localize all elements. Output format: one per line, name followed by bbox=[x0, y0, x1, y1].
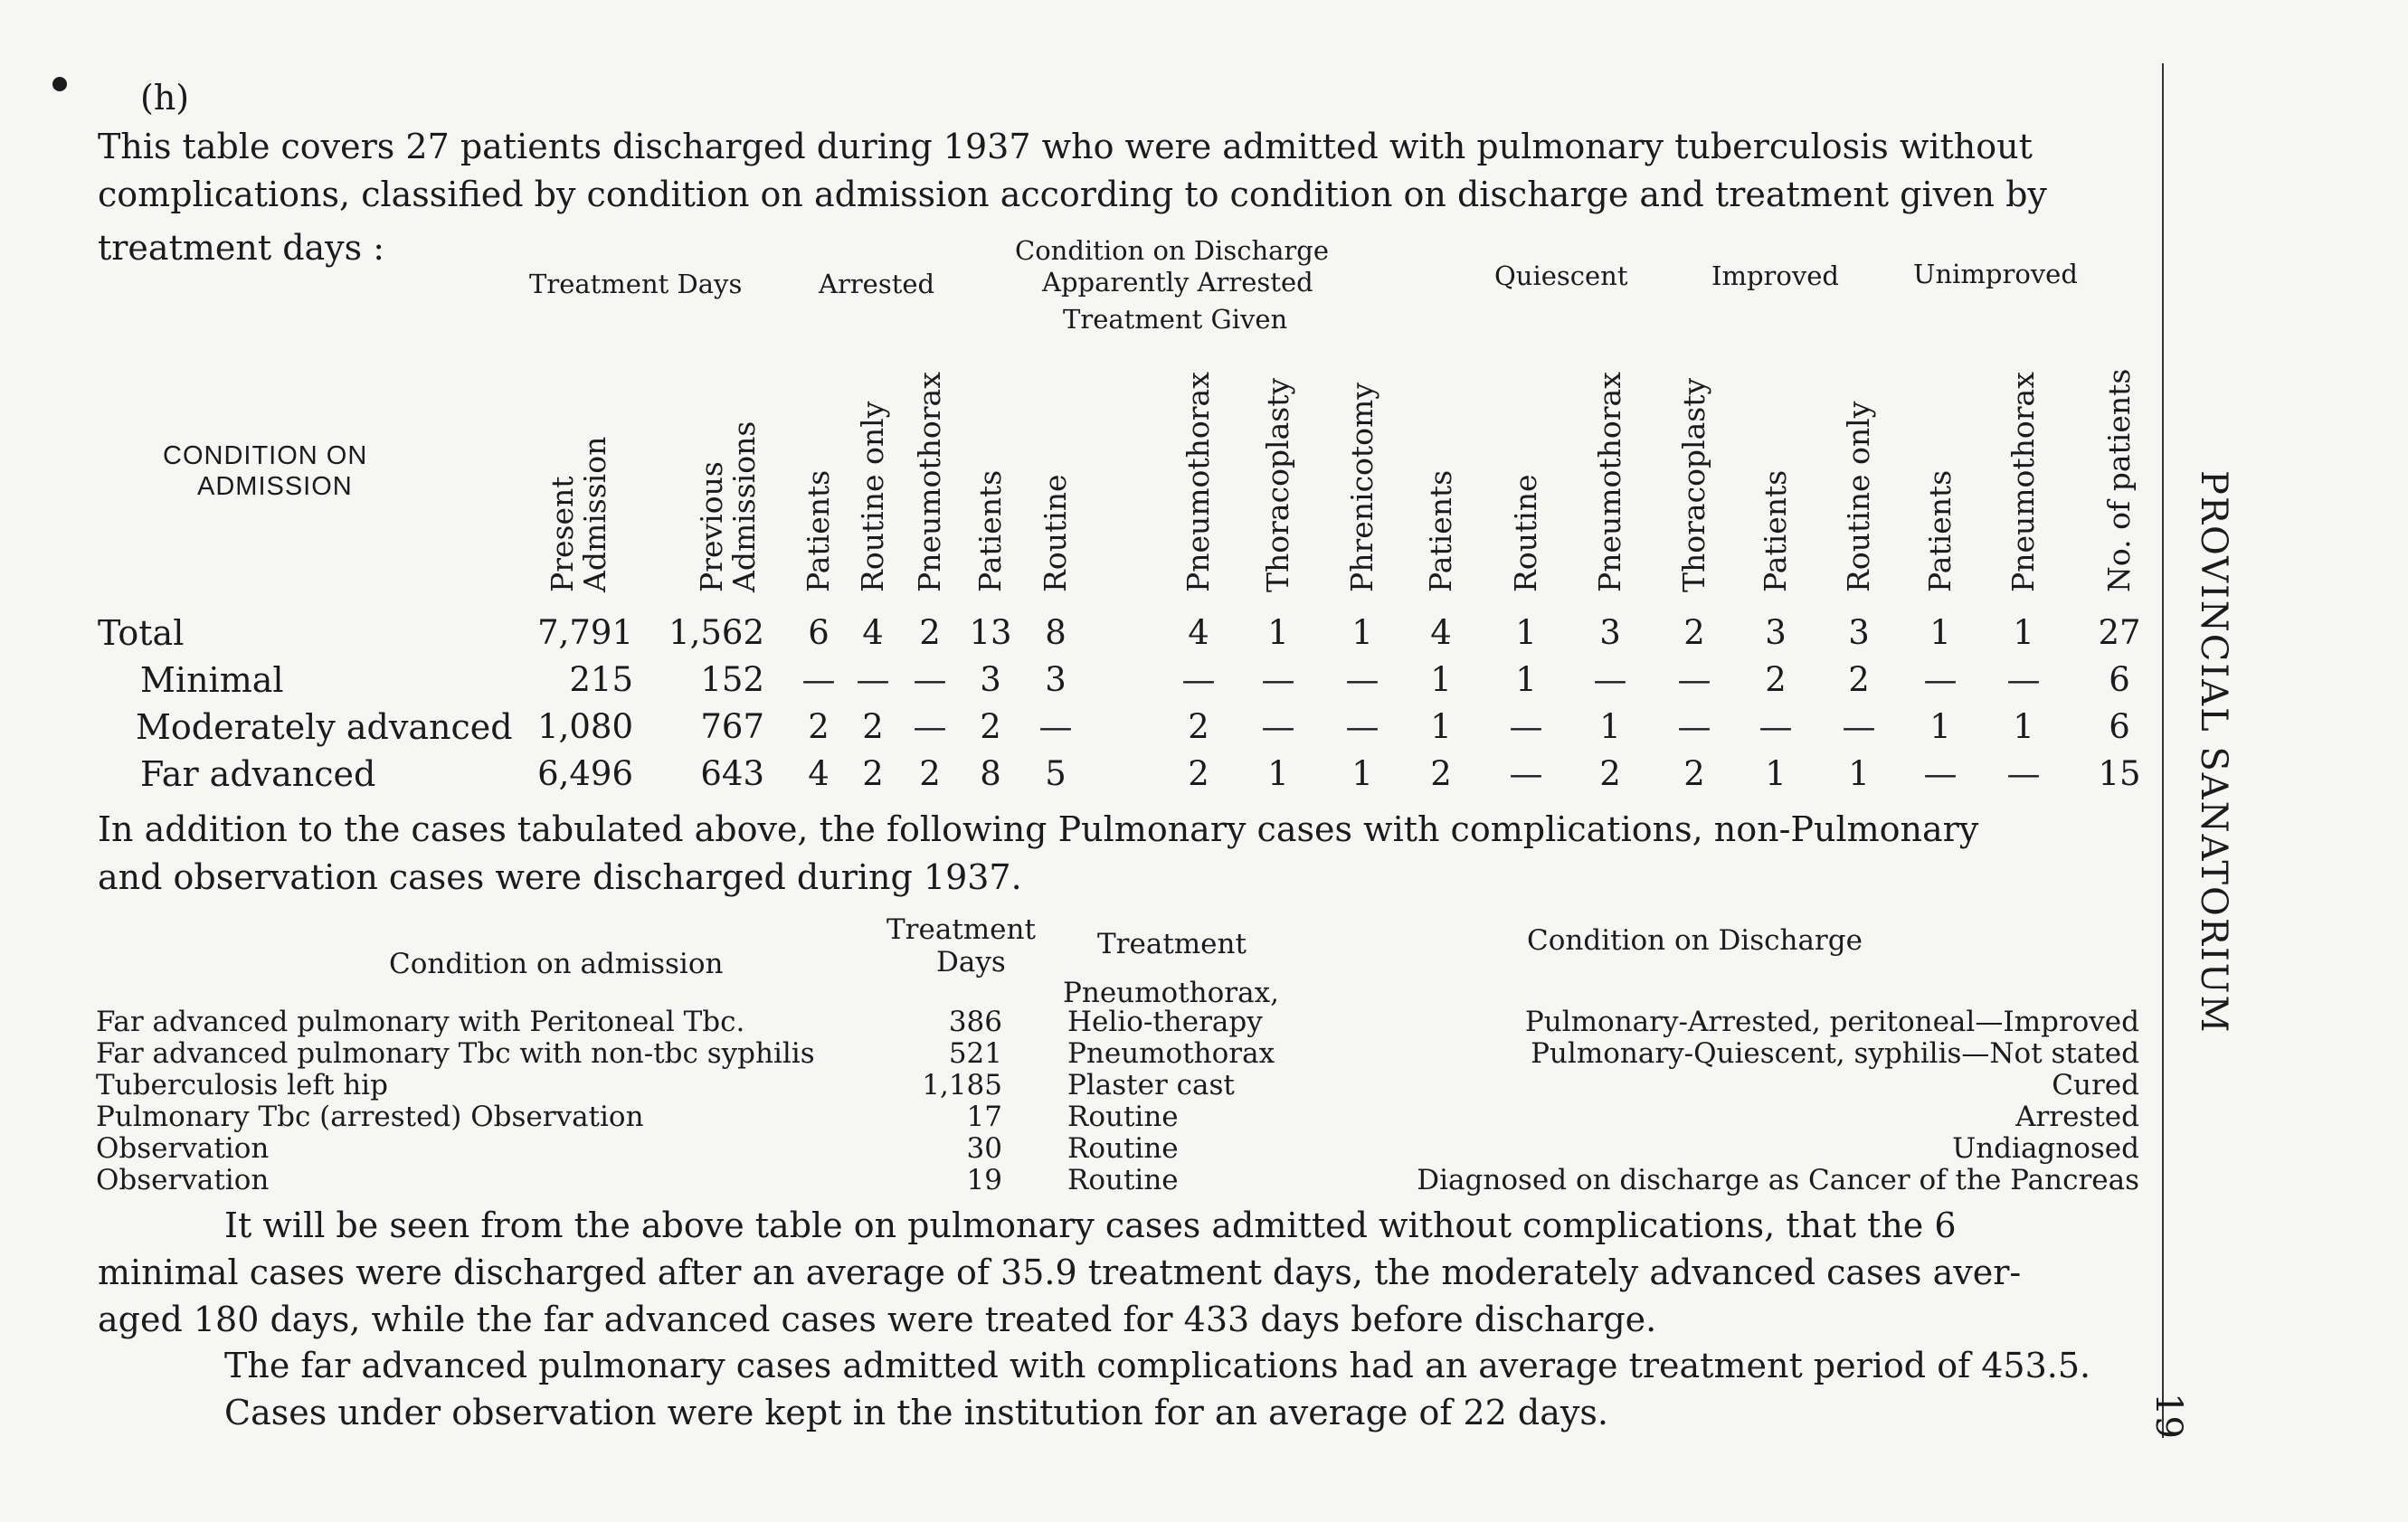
column-header-11 bbox=[1425, 470, 1457, 592]
intro-line-3: treatment days : bbox=[98, 228, 385, 268]
cell-r4-c10: 1 bbox=[1351, 754, 1373, 793]
cell-r2-c12: 1 bbox=[1515, 660, 1537, 699]
cell-r4-c8: 2 bbox=[1188, 754, 1209, 793]
column-header-17-line-1: Patients bbox=[1922, 469, 1958, 592]
cell-r4-c13: 2 bbox=[1599, 754, 1621, 793]
t2-header-condition: Condition on admission bbox=[389, 948, 724, 980]
t2-condition-3: Tuberculosis left hip bbox=[96, 1069, 388, 1101]
t2-header-treatment: Treatment bbox=[1097, 928, 1247, 960]
cell-r3-c2: 767 bbox=[700, 707, 764, 746]
group-treatment-given: Treatment Given bbox=[1063, 304, 1288, 335]
side-title: PROVINCIAL SANATORIUM bbox=[2193, 470, 2234, 1035]
column-header-7-line-1: Routine bbox=[1038, 474, 1073, 592]
row-header-line-2: ADMISSION bbox=[197, 472, 353, 501]
cell-r4-c9: 1 bbox=[1267, 754, 1289, 793]
t2-days-1: 386 bbox=[948, 1006, 1002, 1038]
cell-r2-c4: — bbox=[856, 660, 890, 699]
cell-r1-c16: 3 bbox=[1848, 613, 1870, 652]
t2-treatment-extra: Pneumothorax, bbox=[1063, 977, 1279, 1009]
cell-r3-c5: — bbox=[913, 707, 947, 746]
column-header-16-line-1: Routine only bbox=[1841, 401, 1876, 592]
cell-r1-c3: 6 bbox=[808, 613, 830, 652]
column-header-6 bbox=[974, 470, 1007, 592]
cell-r3-c6: 2 bbox=[980, 707, 1001, 746]
cell-r4-c1: 6,496 bbox=[537, 754, 633, 793]
cell-r1-c15: 3 bbox=[1765, 613, 1787, 652]
cell-r2-c1: 215 bbox=[569, 660, 633, 699]
cell-r4-c5: 2 bbox=[919, 754, 941, 793]
cell-r1-c1: 7,791 bbox=[537, 613, 633, 652]
column-header-13-line-1: Pneumothorax bbox=[1592, 372, 1627, 592]
cell-r4-c3: 4 bbox=[808, 754, 830, 793]
cell-r1-c7: 8 bbox=[1045, 613, 1067, 652]
cell-r1-c17: 1 bbox=[1929, 613, 1951, 652]
column-header-2-line-1: Previous bbox=[694, 461, 729, 592]
t2-treatment-2: Pneumothorax bbox=[1067, 1037, 1275, 1070]
cell-r2-c11: 1 bbox=[1430, 660, 1452, 699]
column-header-16 bbox=[1843, 402, 1875, 592]
column-header-4-line-1: Routine only bbox=[855, 401, 890, 592]
margin-rule bbox=[2162, 63, 2164, 1438]
cell-r3-c11: 1 bbox=[1430, 707, 1452, 746]
cell-r4-c11: 2 bbox=[1430, 754, 1452, 793]
t2-discharge-4: Arrested bbox=[2015, 1101, 2139, 1133]
row-label-moderately-advanced: Moderately advanced bbox=[136, 707, 513, 747]
t2-days-4: 17 bbox=[966, 1101, 1002, 1133]
conclusion-line-3: aged 180 days, while the far advanced cases were treated for 433 days before discharge. bbox=[98, 1300, 1657, 1339]
cell-r1-c10: 1 bbox=[1351, 613, 1373, 652]
cell-r2-c7: 3 bbox=[1045, 660, 1067, 699]
column-header-15-line-1: Patients bbox=[1758, 469, 1793, 592]
t2-days-2: 521 bbox=[948, 1037, 1002, 1070]
cell-r1-c18: 1 bbox=[2013, 613, 2034, 652]
t2-header-discharge: Condition on Discharge bbox=[1527, 924, 1863, 957]
cell-r1-c14: 2 bbox=[1683, 613, 1705, 652]
t2-treatment-6: Routine bbox=[1067, 1164, 1179, 1196]
column-header-4 bbox=[857, 402, 889, 592]
cell-r3-c8: 2 bbox=[1188, 707, 1209, 746]
cell-r2-c2: 152 bbox=[700, 660, 764, 699]
section-label: (h) bbox=[140, 78, 190, 118]
group-improved: Improved bbox=[1711, 260, 1839, 291]
cell-r1-c5: 2 bbox=[919, 613, 941, 652]
t2-treatment-4: Routine bbox=[1067, 1101, 1179, 1133]
cell-r3-c9: — bbox=[1261, 707, 1295, 746]
column-header-7 bbox=[1039, 474, 1072, 592]
cell-r1-c19: 27 bbox=[2098, 613, 2141, 652]
column-header-3 bbox=[802, 470, 835, 592]
t2-treatment-5: Routine bbox=[1067, 1132, 1179, 1165]
cell-r1-c4: 4 bbox=[862, 613, 884, 652]
t2-condition-6: Observation bbox=[96, 1164, 270, 1196]
group-condition-on-discharge: Condition on Discharge bbox=[1015, 235, 1330, 266]
cell-r3-c3: 2 bbox=[808, 707, 830, 746]
column-header-18-line-1: Pneumothorax bbox=[2005, 372, 2041, 592]
cell-r1-c2: 1,562 bbox=[668, 613, 764, 652]
cell-r4-c4: 2 bbox=[862, 754, 884, 793]
column-header-14-line-1: Thoracoplasty bbox=[1676, 377, 1711, 592]
page-number: 19 bbox=[2147, 1393, 2189, 1439]
cell-r2-c6: 3 bbox=[980, 660, 1001, 699]
column-header-2 bbox=[696, 421, 761, 592]
cell-r3-c18: 1 bbox=[2013, 707, 2034, 746]
group-apparently-arrested: Apparently Arrested bbox=[1042, 267, 1313, 298]
column-header-5 bbox=[914, 372, 946, 592]
column-header-6-line-1: Patients bbox=[972, 469, 1008, 592]
column-header-13 bbox=[1594, 372, 1626, 592]
column-header-12 bbox=[1510, 474, 1542, 592]
bullet-mark bbox=[52, 77, 67, 91]
cell-r4-c7: 5 bbox=[1045, 754, 1067, 793]
cell-r2-c3: — bbox=[801, 660, 836, 699]
cell-r4-c12: — bbox=[1509, 754, 1543, 793]
t2-days-5: 30 bbox=[966, 1132, 1002, 1165]
column-header-1-line-2: Admission bbox=[577, 436, 612, 592]
group-treatment-days: Treatment Days bbox=[529, 269, 743, 299]
cell-r3-c16: — bbox=[1842, 707, 1876, 746]
cell-r3-c10: — bbox=[1345, 707, 1379, 746]
column-header-10 bbox=[1346, 383, 1379, 592]
t2-discharge-6: Diagnosed on discharge as Cancer of the Pancreas bbox=[1417, 1164, 2139, 1196]
cell-r2-c18: — bbox=[2006, 660, 2041, 699]
conclusion-line-1: It will be seen from the above table on pulmonary cases admitted without complications, that the 6 bbox=[224, 1205, 1957, 1245]
cell-r2-c14: — bbox=[1677, 660, 1711, 699]
row-label-total: Total bbox=[98, 613, 185, 653]
group-unimproved: Unimproved bbox=[1913, 259, 2078, 289]
t2-discharge-1: Pulmonary-Arrested, peritoneal—Improved bbox=[1524, 1006, 2139, 1038]
t2-condition-1: Far advanced pulmonary with Peritoneal Tbc. bbox=[96, 1006, 745, 1038]
column-header-1 bbox=[546, 437, 611, 592]
t2-discharge-2: Pulmonary-Quiescent, syphilis—Not stated bbox=[1531, 1037, 2139, 1070]
addition-line-2: and observation cases were discharged during 1937. bbox=[98, 857, 1022, 897]
cell-r4-c19: 15 bbox=[2098, 754, 2141, 793]
column-header-11-line-1: Patients bbox=[1423, 469, 1458, 592]
cell-r3-c12: — bbox=[1509, 707, 1543, 746]
group-quiescent: Quiescent bbox=[1494, 260, 1628, 291]
t2-header-days-1: Treatment bbox=[886, 913, 1036, 946]
cell-r1-c13: 3 bbox=[1599, 613, 1621, 652]
column-header-9 bbox=[1262, 378, 1294, 592]
cell-r2-c13: — bbox=[1593, 660, 1627, 699]
conclusion-line-5: Cases under observation were kept in the institution for an average of 22 days. bbox=[224, 1393, 1608, 1432]
cell-r3-c17: 1 bbox=[1929, 707, 1951, 746]
cell-r2-c17: — bbox=[1923, 660, 1958, 699]
cell-r1-c8: 4 bbox=[1188, 613, 1209, 652]
column-header-9-line-1: Thoracoplasty bbox=[1260, 377, 1295, 592]
column-header-2-line-2: Admissions bbox=[726, 421, 762, 592]
column-header-17 bbox=[1924, 470, 1957, 592]
t2-treatment-1: Helio-therapy bbox=[1067, 1006, 1263, 1038]
column-header-15 bbox=[1759, 470, 1792, 592]
group-arrested: Arrested bbox=[819, 269, 935, 299]
column-header-3-line-1: Patients bbox=[801, 469, 836, 592]
column-header-18 bbox=[2007, 372, 2040, 592]
cell-r4-c17: — bbox=[1923, 754, 1958, 793]
column-header-8 bbox=[1182, 372, 1215, 592]
cell-r3-c7: — bbox=[1038, 707, 1073, 746]
intro-line-1: This table covers 27 patients discharged during 1937 who were admitted with pulmonary tuberculosis without bbox=[98, 127, 2033, 166]
cell-r1-c9: 1 bbox=[1267, 613, 1289, 652]
conclusion-line-2: minimal cases were discharged after an average of 35.9 treatment days, the moderately advanced cases aver- bbox=[98, 1253, 2022, 1292]
cell-r1-c6: 13 bbox=[969, 613, 1012, 652]
cell-r2-c16: 2 bbox=[1848, 660, 1870, 699]
t2-header-days-2: Days bbox=[936, 946, 1006, 978]
cell-r3-c15: — bbox=[1759, 707, 1793, 746]
cell-r4-c14: 2 bbox=[1683, 754, 1705, 793]
cell-r3-c1: 1,080 bbox=[537, 707, 633, 746]
column-header-10-line-1: Phrenicotomy bbox=[1344, 383, 1379, 592]
addition-line-1: In addition to the cases tabulated above, the following Pulmonary cases with complications, non-Pulmonary bbox=[98, 809, 1979, 849]
cell-r3-c13: 1 bbox=[1599, 707, 1621, 746]
t2-days-3: 1,185 bbox=[922, 1069, 1002, 1101]
cell-r3-c19: 6 bbox=[2109, 707, 2130, 746]
column-header-14 bbox=[1678, 378, 1711, 592]
column-header-8-line-1: Pneumothorax bbox=[1180, 372, 1216, 592]
column-header-12-line-1: Routine bbox=[1508, 474, 1543, 592]
cell-r4-c2: 643 bbox=[700, 754, 764, 793]
cell-r1-c11: 4 bbox=[1430, 613, 1452, 652]
t2-days-6: 19 bbox=[966, 1164, 1002, 1196]
t2-condition-4: Pulmonary Tbc (arrested) Observation bbox=[96, 1101, 644, 1133]
intro-line-2: complications, classified by condition on admission according to condition on discharge and treatment given by bbox=[98, 175, 2047, 214]
t2-condition-5: Observation bbox=[96, 1132, 270, 1165]
t2-discharge-5: Undiagnosed bbox=[1952, 1132, 2139, 1165]
cell-r2-c15: 2 bbox=[1765, 660, 1787, 699]
row-header-line-1: CONDITION ON bbox=[163, 441, 368, 470]
cell-r2-c10: — bbox=[1345, 660, 1379, 699]
t2-treatment-3: Plaster cast bbox=[1067, 1069, 1235, 1101]
row-label-minimal: Minimal bbox=[140, 660, 284, 700]
row-label-far-advanced: Far advanced bbox=[140, 754, 376, 794]
cell-r4-c15: 1 bbox=[1765, 754, 1787, 793]
cell-r3-c4: 2 bbox=[862, 707, 884, 746]
column-header-19 bbox=[2103, 369, 2136, 592]
conclusion-line-4: The far advanced pulmonary cases admitted with complications had an average treatment period of 453.5. bbox=[224, 1346, 2091, 1385]
t2-condition-2: Far advanced pulmonary Tbc with non-tbc syphilis bbox=[96, 1037, 815, 1070]
cell-r4-c6: 8 bbox=[980, 754, 1001, 793]
column-header-5-line-1: Pneumothorax bbox=[912, 372, 947, 592]
column-header-1-line-1: Present bbox=[545, 476, 580, 592]
cell-r2-c9: — bbox=[1261, 660, 1295, 699]
cell-r4-c18: — bbox=[2006, 754, 2041, 793]
cell-r2-c5: — bbox=[913, 660, 947, 699]
cell-r3-c14: — bbox=[1677, 707, 1711, 746]
cell-r2-c19: 6 bbox=[2109, 660, 2130, 699]
cell-r1-c12: 1 bbox=[1515, 613, 1537, 652]
column-header-19-line-1: No. of patients bbox=[2101, 368, 2137, 592]
cell-r4-c16: 1 bbox=[1848, 754, 1870, 793]
t2-discharge-3: Cured bbox=[2052, 1069, 2139, 1101]
cell-r2-c8: — bbox=[1181, 660, 1216, 699]
